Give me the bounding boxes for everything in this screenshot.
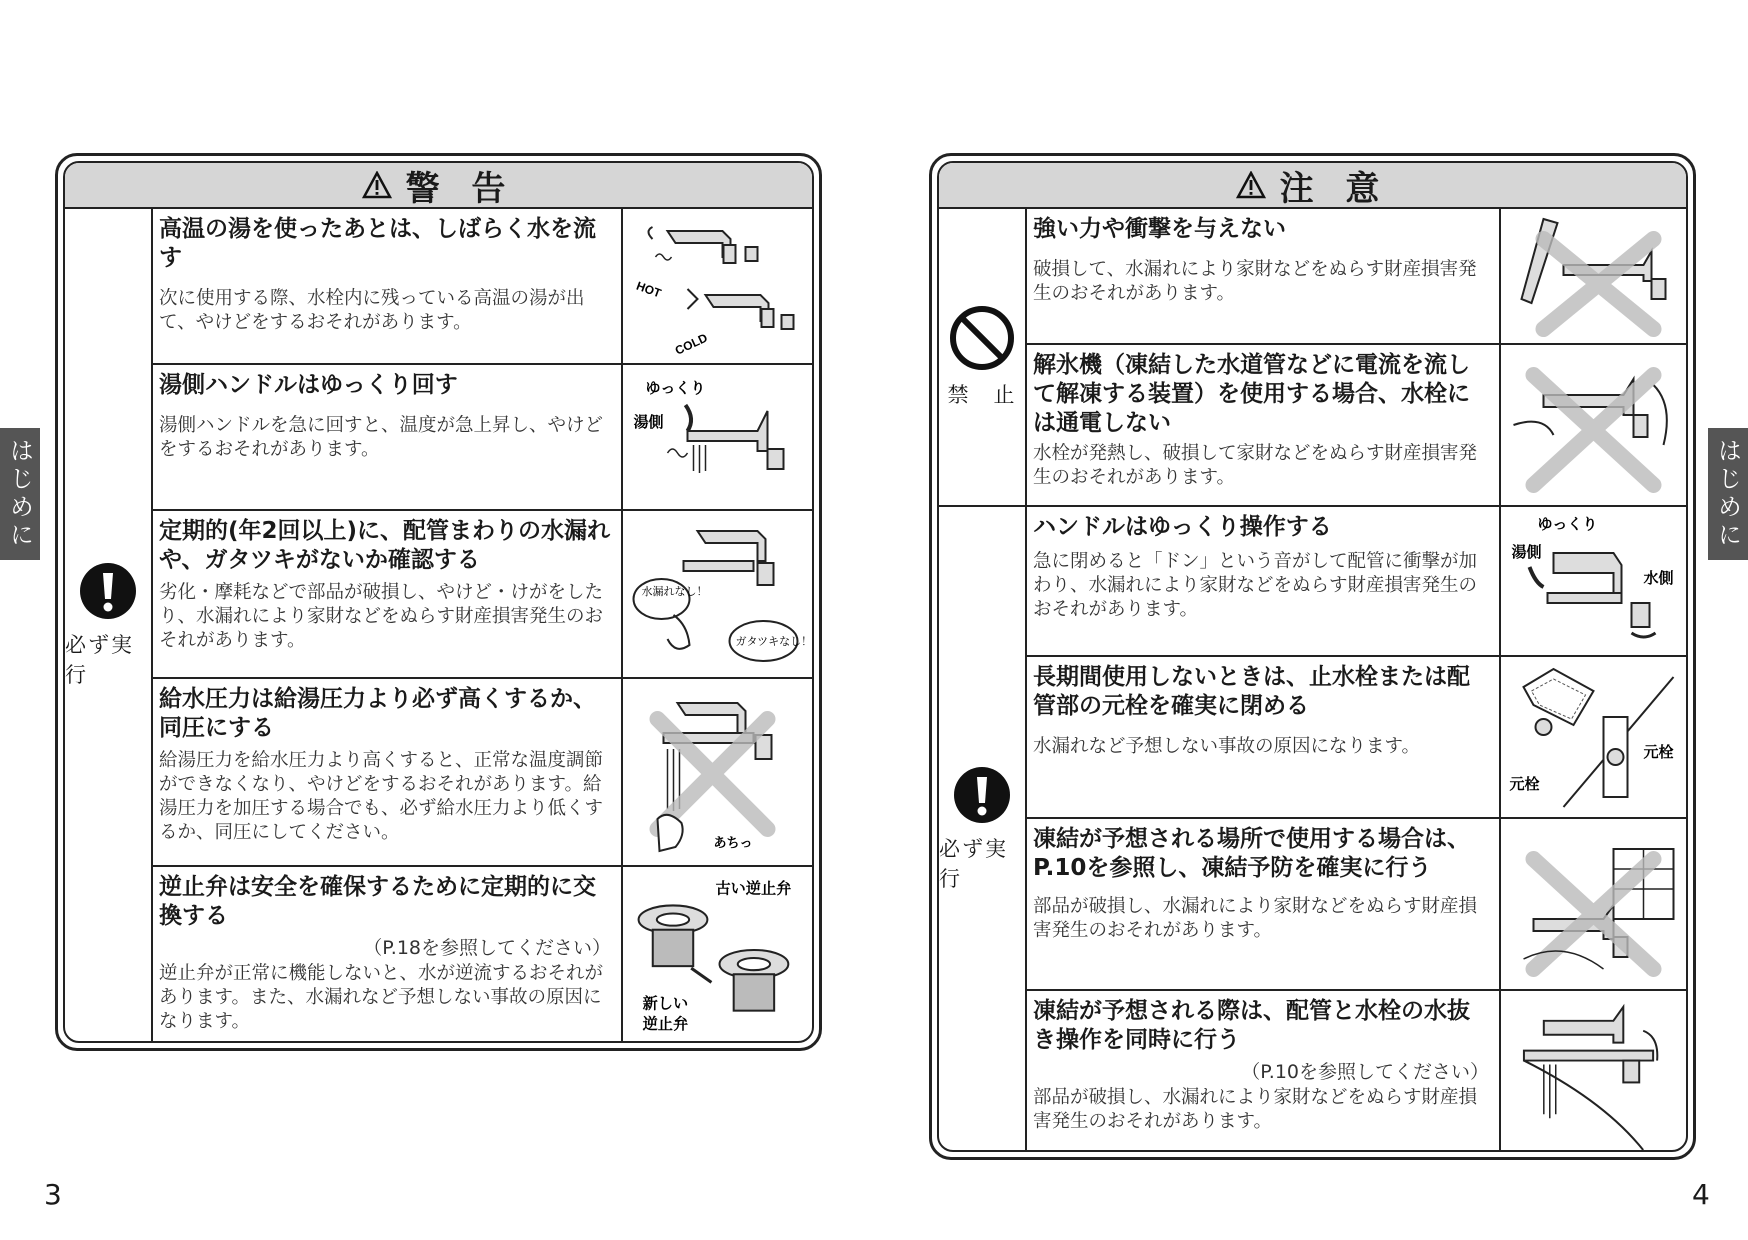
hot-exclaim-label: あちっ <box>713 836 753 851</box>
warning-item-body: 給湯圧力を給水圧力より高くすると、正常な温度調節ができなくなり、やけどをするおそれがあります。給湯圧力を加圧する場合でも、必ず給水圧力より低くするか、同圧にしてください。 <box>159 750 604 843</box>
slow-handle-illustration <box>1499 507 1686 655</box>
hot-handle-slow-illustration <box>621 365 812 509</box>
mandatory-action-icon <box>78 561 138 621</box>
hot-side-label: 湯側 <box>633 413 664 431</box>
warning-item-title: 給水圧力は給湯圧力より必ず高くするか、同圧にする <box>159 686 596 741</box>
caution-item-body: 水漏れなど予想しない事故の原因になります。 <box>1033 736 1421 757</box>
cold-side-label: 水側 <box>1643 569 1674 587</box>
must-do-column <box>939 507 1027 1150</box>
freeze-prevention-illustration <box>1499 819 1686 989</box>
warning-item-title: 定期的(年2回以上)に、配管まわりの水漏れや、ガタツキがないか確認する <box>159 518 611 573</box>
drain-illustration <box>1499 991 1686 1150</box>
mandatory-action-icon <box>952 765 1012 825</box>
no-wobble-label: ガタツキなし！ <box>735 635 812 648</box>
warning-item-3 <box>153 511 812 679</box>
leak-check-illustration <box>621 511 812 677</box>
warning-item-body: 逆止弁が正常に機能しないと、水が逆流するおそれがあります。また、水漏れなど予想しない事故の原因になります。 <box>159 963 604 1032</box>
caution-item-3 <box>1027 507 1686 657</box>
old-valve-label: 古い逆止弁 <box>715 879 792 898</box>
hot-label: HOT <box>634 278 664 301</box>
caution-panel <box>929 153 1696 1160</box>
warning-item-2 <box>153 365 812 511</box>
prohibited-icon <box>949 305 1015 371</box>
warning-item-4 <box>153 679 812 867</box>
warning-panel <box>55 153 822 1051</box>
cold-label: COLD <box>672 330 710 358</box>
page-number-left: 3 <box>44 1178 62 1211</box>
no-leak-label: 水漏れなし！ <box>641 585 708 598</box>
new-valve-label-2: 逆止弁 <box>642 1014 689 1033</box>
no-impact-illustration <box>1499 209 1686 343</box>
caution-item-title: ハンドルはゆっくり操作する <box>1033 514 1332 540</box>
page-number-right: 4 <box>1692 1178 1710 1211</box>
warning-item-title: 高温の湯を使ったあとは、しばらく水を流す <box>159 216 596 271</box>
caution-item-6 <box>1027 991 1686 1150</box>
main-valve-illustration <box>1499 657 1686 817</box>
caution-item-2 <box>1027 345 1686 507</box>
must-do-column <box>65 209 153 1041</box>
caution-item-body: 部品が破損し、水漏れにより家財などをぬらす財産損害発生のおそれがあります。 <box>1033 1087 1478 1132</box>
prohibit-column <box>939 209 1027 507</box>
new-valve-label-1: 新しい <box>642 994 689 1013</box>
warning-item-title: 逆止弁は安全を確保するために定期的に交換する <box>159 874 596 929</box>
caution-item-title: 強い力や衝撃を与えない <box>1033 216 1286 242</box>
caution-item-1 <box>1027 209 1686 345</box>
must-do-label: 必ず実行 <box>939 836 1008 891</box>
warning-item-body: 湯側ハンドルを急に回すと、温度が急上昇し、やけどをするおそれがあります。 <box>159 415 604 460</box>
no-thaw-current-illustration <box>1499 345 1686 505</box>
side-tab-left: はじめに <box>0 428 40 560</box>
warning-item-1 <box>153 209 812 365</box>
caution-item-body: 部品が破損し、水漏れにより家財などをぬらす財産損害発生のおそれがあります。 <box>1033 896 1478 941</box>
hot-side-label: 湯側 <box>1511 543 1542 561</box>
page-reference: （P.18を参照してください） <box>363 937 611 959</box>
warning-header <box>65 163 812 209</box>
caution-item-title: 長期間使用しないときは、止水栓または配管部の元栓を確実に閉める <box>1033 664 1470 719</box>
must-do-label: 必ず実行 <box>65 633 134 687</box>
caution-item-body: 水栓が発熱し、破損して家財などをぬらす財産損害発生のおそれがあります。 <box>1033 443 1478 488</box>
main-valve-label-2: 元栓 <box>1643 743 1674 761</box>
side-tab-right: はじめに <box>1708 428 1748 560</box>
slow-label: ゆっくり <box>1537 515 1598 533</box>
caution-item-4 <box>1027 657 1686 819</box>
page-reference: （P.10を参照してください） <box>1241 1061 1489 1083</box>
warning-item-5 <box>153 867 812 1041</box>
warning-item-title: 湯側ハンドルはゆっくり回す <box>159 372 458 398</box>
caution-item-body: 急に閉めると「ドン」という音がして配管に衝撃が加わり、水漏れにより家財などをぬらす財産損害発生のおそれがあります。 <box>1033 551 1478 620</box>
faucet-hot-cold-illustration <box>621 209 812 363</box>
warning-item-body: 劣化・摩耗などで部品が破損し、やけど・けがをしたり、水漏れにより家財などをぬらす財産損害発生のおそれがあります。 <box>159 582 604 651</box>
caution-item-title: 凍結が予想される際は、配管と水栓の水抜き操作を同時に行う <box>1033 998 1470 1053</box>
warning-triangle-icon <box>362 171 392 199</box>
caution-header <box>939 163 1686 209</box>
check-valve-illustration <box>621 867 812 1041</box>
main-valve-label-1: 元栓 <box>1509 775 1540 793</box>
warning-item-body: 次に使用する際、水栓内に残っている高温の湯が出て、やけどをするおそれがあります。 <box>159 288 585 333</box>
caution-item-title: 凍結が予想される場所で使用する場合は、P.10を参照し、凍結予防を確実に行う <box>1033 826 1470 881</box>
caution-item-body: 破損して、水漏れにより家財などをぬらす財産損害発生のおそれがあります。 <box>1033 259 1477 304</box>
slow-label: ゆっくり <box>645 379 706 397</box>
caution-title: 注 意 <box>1279 168 1390 209</box>
caution-item-5 <box>1027 819 1686 991</box>
pressure-prohibited-illustration <box>621 679 812 865</box>
caution-triangle-icon <box>1236 171 1266 199</box>
warning-title: 警 告 <box>405 168 516 209</box>
caution-item-title: 解氷機（凍結した水道管などに電流を流して解凍する装置）を使用する場合、水栓には通電しない <box>1033 352 1470 436</box>
prohibit-label: 禁 止 <box>947 383 1017 407</box>
